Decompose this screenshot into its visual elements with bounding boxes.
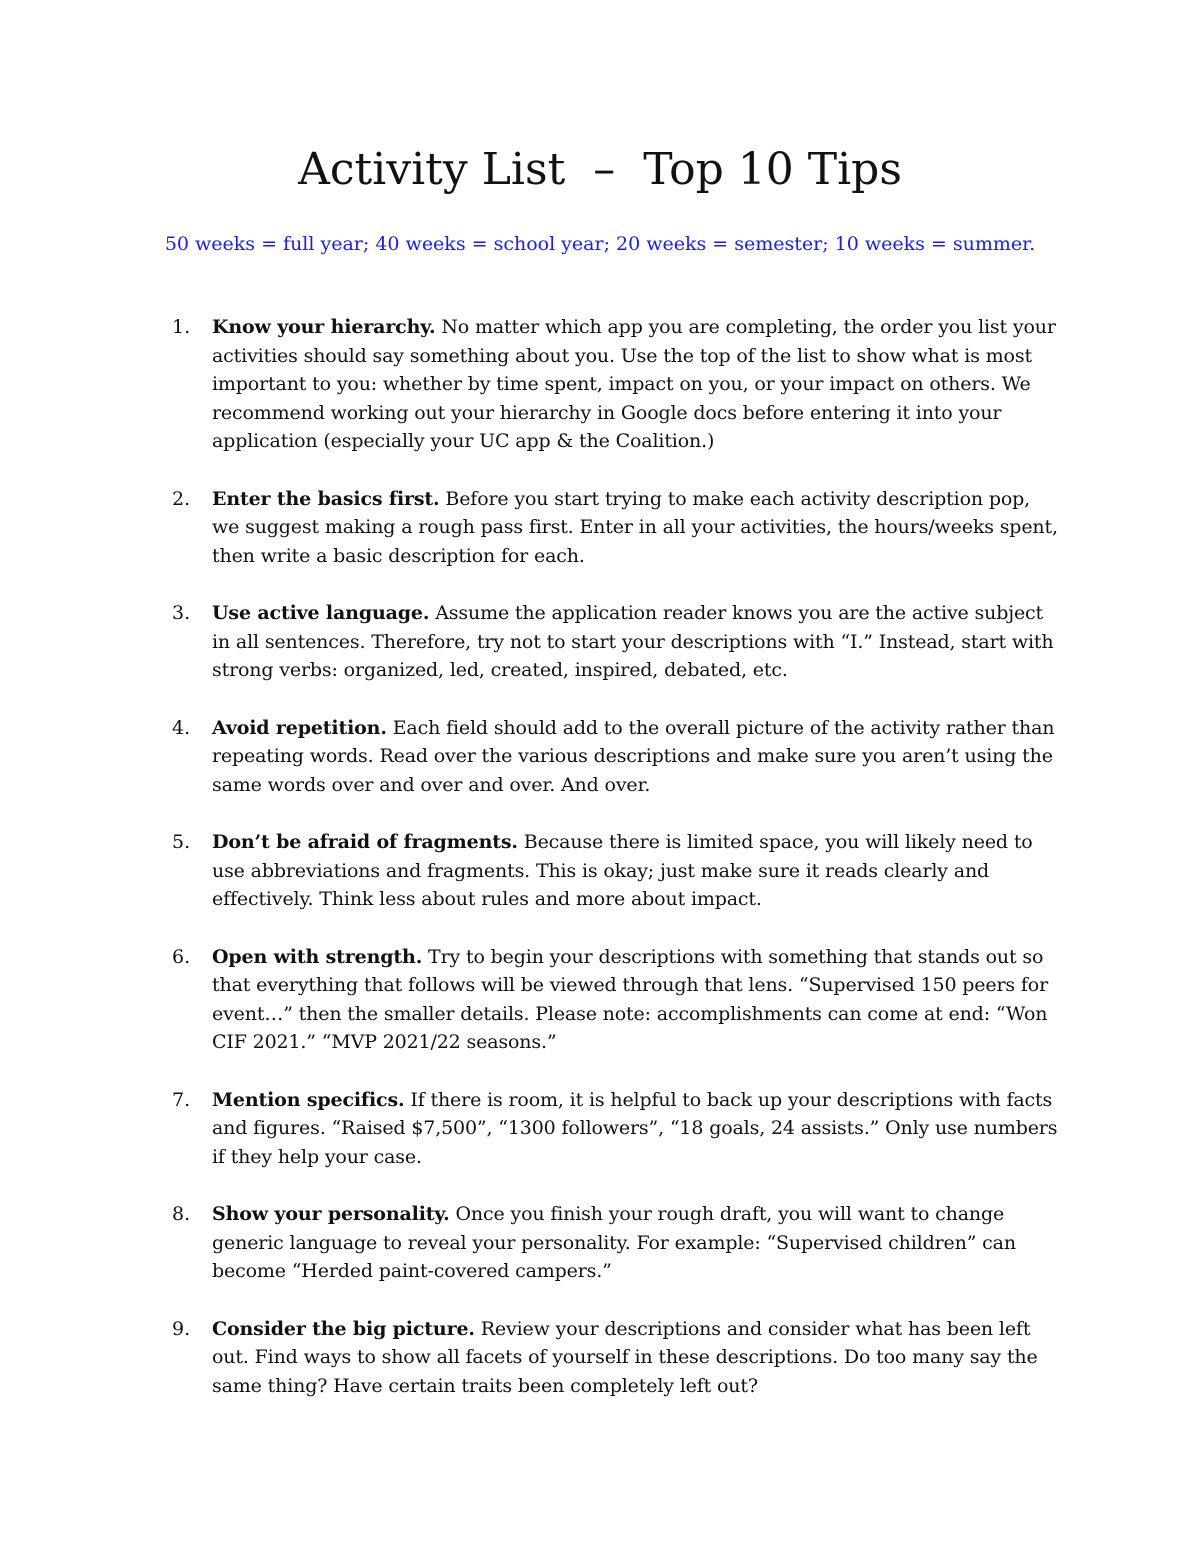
tip-body: No matter which app you are completing, the order you list your activities should say something about you. Use the top of the list to show what is most important to you: whether by time spent, impact on you, or your impact on others. We recommend working out your hierarchy in Google docs before entering it into your application (especially your UC app & the Coalition.)	[212, 316, 1056, 452]
tips-list	[0, 313, 1200, 1429]
tip-text	[212, 1200, 1062, 1286]
tip-body: Each field should add to the overall picture of the activity rather than repeating words. Read over the various descriptions and make sure you aren’t using the same words over and over and over. And over.	[212, 716, 1055, 796]
tip-number: 2.	[172, 487, 191, 510]
tip-heading: Avoid repetition.	[212, 716, 387, 739]
tip-text	[212, 1086, 1062, 1172]
tip-text	[212, 943, 1062, 1057]
tip-heading: Enter the basics first.	[212, 487, 440, 510]
tip-number: 6.	[172, 945, 191, 968]
tip-item	[0, 943, 1200, 1057]
tip-heading: Don’t be afraid of fragments.	[212, 831, 518, 853]
tip-text	[212, 1315, 1062, 1401]
tip-item	[0, 485, 1200, 571]
tip-heading: Show your personality.	[212, 1203, 450, 1225]
tip-text	[212, 828, 1062, 914]
tip-body: If there is room, it is helpful to back up your descriptions with facts and figures. “Raised $7,500”, “1300 followers”, “18 goals, 24 assists.” Only use numbers if they help your case.	[212, 1088, 1058, 1168]
tip-body: Once you finish your rough draft, you will want to change generic language to reveal your personality. For example: “Supervised children” can become “Herded paint-covered campers.”	[212, 1203, 1016, 1282]
tip-text	[212, 714, 1062, 800]
tip-number: 4.	[172, 716, 191, 739]
tip-item	[0, 313, 1200, 456]
tip-number: 8.	[172, 1203, 191, 1225]
tip-text	[212, 485, 1062, 571]
tip-number: 9.	[172, 1317, 191, 1340]
tip-body: Before you start trying to make each activity description pop, we suggest making a rough pass first. Enter in all your activities, the hours/weeks spent, then write a basic description for each.	[212, 487, 1058, 567]
tip-heading: Open with strength.	[212, 945, 423, 968]
tip-item	[0, 714, 1200, 800]
tip-text	[212, 313, 1062, 456]
tip-body: Review your descriptions and consider what has been left out. Find ways to show all facets of yourself in these descriptions. Do too many say the same thing? Have certain traits been completely left out?	[212, 1317, 1038, 1397]
tip-heading: Know your hierarchy.	[212, 316, 436, 338]
tip-text	[212, 599, 1062, 685]
tip-number: 7.	[172, 1088, 191, 1111]
tip-body: Assume the application reader knows you are the active subject in all sentences. Therefore, try not to start your descriptions with “I.” Instead, start with strong verbs: organized, led, created, inspired, debated, etc.	[212, 602, 1054, 681]
tip-body: Because there is limited space, you will likely need to use abbreviations and fragments. This is okay; just make sure it reads clearly and effectively. Think less about rules and more about impact.	[212, 831, 1033, 910]
tip-number: 5.	[172, 831, 191, 853]
tip-heading: Consider the big picture.	[212, 1317, 475, 1340]
tip-number: 1.	[172, 316, 191, 338]
tip-heading: Mention specifics.	[212, 1088, 405, 1111]
tip-number: 3.	[172, 602, 191, 624]
tip-item	[0, 828, 1200, 914]
tip-item	[0, 599, 1200, 685]
tip-item	[0, 1200, 1200, 1286]
page-title: Activity List – Top 10 Tips	[298, 144, 902, 195]
tip-item	[0, 1315, 1200, 1401]
tip-item	[0, 1086, 1200, 1172]
weeks-legend: 50 weeks = full year; 40 weeks = school year; 20 weeks = semester; 10 weeks = summer.	[164, 233, 1036, 255]
tip-body: Try to begin your descriptions with something that stands out so that everything that follows will be viewed through that lens. “Supervised 150 peers for event…” then the smaller details. Please note: accomplishments can come at end: “Won CIF 2021.” “MVP 2021/22 seasons.”	[212, 945, 1049, 1053]
tip-heading: Use active language.	[212, 602, 430, 624]
